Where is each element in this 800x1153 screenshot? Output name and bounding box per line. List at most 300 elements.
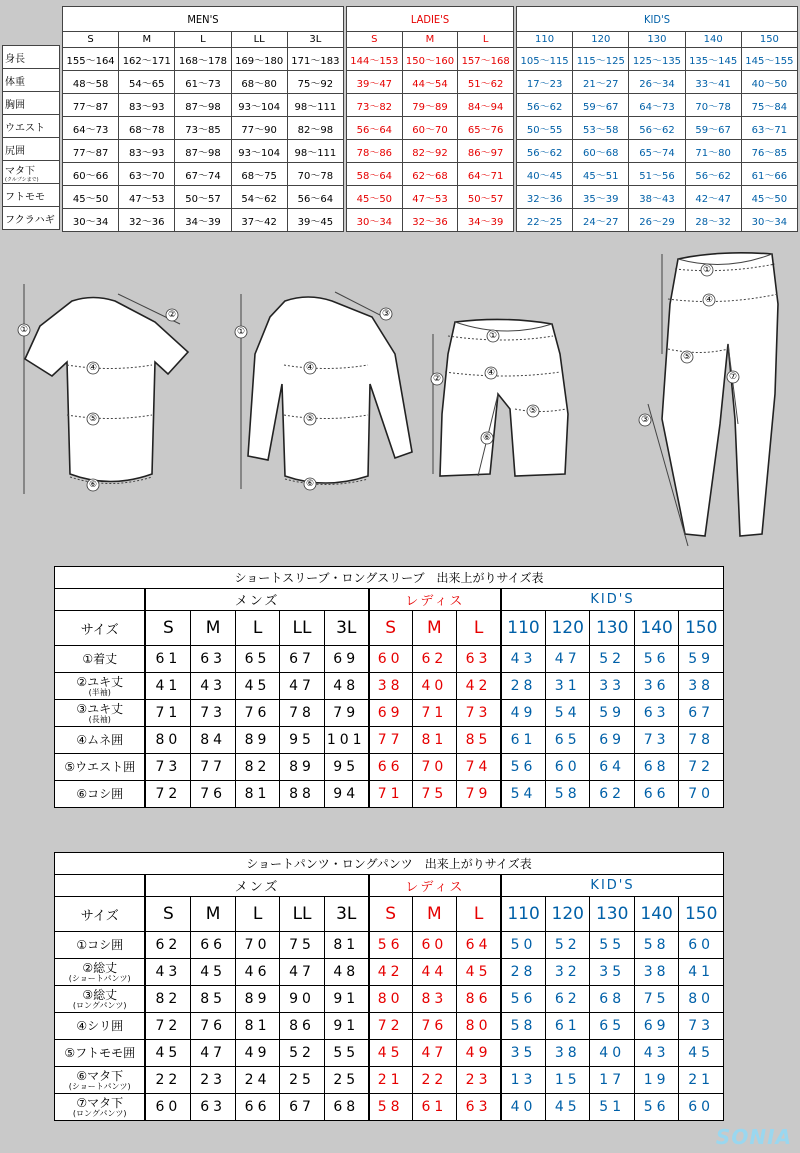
measure-row (55, 646, 724, 673)
measure-cell: 73 (457, 700, 501, 727)
measure-cell: 46 (235, 959, 279, 986)
mens-cell: 73〜85 (175, 117, 231, 140)
ladies-cell: 150〜160 (402, 48, 458, 71)
ladies-cell: 32〜36 (402, 209, 458, 232)
top-row-label-main: ウエスト (5, 122, 45, 134)
ladies-size-header: S (347, 32, 403, 48)
top-label-row (3, 207, 60, 230)
body-size-table (2, 6, 798, 234)
table-title: ショートスリーブ・ロングスリーブ 出来上がりサイズ表 (55, 567, 724, 589)
measure-cell: 61 (546, 1013, 590, 1040)
longsleeve-marker-4 (304, 362, 316, 374)
measure-cell: 61 (412, 1094, 456, 1121)
measure-label (55, 700, 146, 727)
top-row-label-main: マタ下 (5, 165, 35, 177)
ladies-data-row (347, 48, 514, 71)
kids-cell: 63〜71 (741, 117, 797, 140)
ladies-size-header: L (458, 32, 514, 48)
shortpants-marker-2 (431, 373, 443, 385)
mens-cell: 83〜93 (119, 140, 175, 163)
size-header: M (412, 611, 456, 646)
top-row-label (3, 92, 60, 115)
measure-label-main: ③総丈 (82, 987, 118, 1002)
longpants-marker-5 (681, 351, 693, 363)
svg-text:④: ④ (88, 363, 98, 373)
measure-cell: 64 (457, 932, 501, 959)
measure-label (55, 986, 146, 1013)
ladies-cell: 47〜53 (402, 186, 458, 209)
measure-label (55, 1067, 146, 1094)
kids-size-row (517, 32, 798, 48)
ladies-cell: 78〜86 (347, 140, 403, 163)
measure-cell: 56 (634, 646, 678, 673)
kids-data-row (517, 48, 798, 71)
measure-label (55, 673, 146, 700)
mens-size-header: L (175, 32, 231, 48)
measure-label-main: ⑥マタ下 (76, 1068, 124, 1083)
top-label-row (3, 138, 60, 161)
mens-data-row (63, 48, 344, 71)
top-label-row (3, 161, 60, 184)
measure-cell: 83 (412, 986, 456, 1013)
measure-row (55, 1040, 724, 1067)
measure-cell: 85 (191, 986, 235, 1013)
top-label-spacer (3, 6, 60, 30)
measure-cell: 60 (412, 932, 456, 959)
mens-cell: 48〜58 (63, 71, 119, 94)
size-header-row (55, 897, 724, 932)
measure-cell: 95 (280, 727, 324, 754)
measure-label-main: ⑥コシ囲 (76, 787, 124, 801)
measure-cell: 77 (369, 727, 412, 754)
svg-text:⑤: ⑤ (682, 352, 692, 362)
measure-cell: 78 (679, 727, 724, 754)
kids-cell: 51〜56 (629, 163, 685, 186)
kids-cell: 40〜45 (517, 163, 573, 186)
ladies-data-row (347, 140, 514, 163)
measure-cell: 38 (679, 673, 724, 700)
measure-cell: 82 (145, 986, 190, 1013)
group-mens: メンズ (145, 589, 368, 611)
mens-cell: 77〜90 (231, 117, 287, 140)
size-header: L (457, 897, 501, 932)
top-row-label (3, 161, 60, 184)
kids-cell: 56〜62 (517, 94, 573, 117)
garment-diagrams (0, 244, 800, 556)
measure-cell: 68 (634, 754, 678, 781)
measure-cell: 61 (145, 646, 190, 673)
size-header: 150 (679, 611, 724, 646)
mens-cell: 39〜45 (287, 209, 343, 232)
kids-data-row (517, 117, 798, 140)
measure-cell: 86 (457, 986, 501, 1013)
ladies-cell: 84〜94 (458, 94, 514, 117)
pants-finished-size-table (54, 852, 724, 1121)
top-row-label (3, 138, 60, 161)
measure-label-sub: (ロングパンツ) (72, 1000, 127, 1010)
mens-size-header: M (119, 32, 175, 48)
svg-text:④: ④ (486, 368, 496, 378)
measure-cell: 25 (324, 1067, 368, 1094)
measure-cell: 49 (457, 1040, 501, 1067)
measure-cell: 72 (679, 754, 724, 781)
kids-cell: 64〜73 (629, 94, 685, 117)
measure-cell: 51 (590, 1094, 634, 1121)
measure-cell: 61 (501, 727, 545, 754)
shortpants-marker-6 (481, 432, 493, 444)
measure-cell: 75 (280, 932, 324, 959)
shirt-marker-5 (87, 413, 99, 425)
longsleeve-marker-1 (235, 326, 247, 338)
measure-cell: 52 (280, 1040, 324, 1067)
measure-label-main: ④シリ囲 (76, 1019, 124, 1033)
table-title: ショートパンツ・ロングパンツ 出来上がりサイズ表 (55, 853, 724, 875)
measure-label-main: ②総丈 (82, 960, 118, 975)
ladies-data-row (347, 163, 514, 186)
ladies-cell: 64〜71 (458, 163, 514, 186)
measure-cell: 66 (235, 1094, 279, 1121)
kids-size-header: 150 (741, 32, 797, 48)
measure-cell: 43 (501, 646, 545, 673)
measure-cell: 41 (679, 959, 724, 986)
measure-cell: 44 (412, 959, 456, 986)
ladies-group-title: LADIE'S (347, 7, 514, 32)
measure-cell: 22 (412, 1067, 456, 1094)
measure-label (55, 959, 146, 986)
measure-cell: 58 (545, 781, 589, 808)
size-label: サイズ (55, 897, 146, 932)
measure-cell: 68 (590, 986, 634, 1013)
kids-cell: 76〜85 (741, 140, 797, 163)
measure-cell: 65 (545, 727, 589, 754)
size-header: 3L (324, 897, 368, 932)
measure-cell: 38 (546, 1040, 590, 1067)
measure-cell: 80 (369, 986, 412, 1013)
mens-cell: 68〜78 (119, 117, 175, 140)
measure-cell: 13 (501, 1067, 545, 1094)
mens-cell: 169〜180 (231, 48, 287, 71)
svg-text:④: ④ (704, 295, 714, 305)
mens-cell: 77〜87 (63, 140, 119, 163)
measure-cell: 50 (501, 932, 545, 959)
top-row-label-main: 体重 (5, 76, 25, 88)
size-header: 3L (324, 611, 368, 646)
ladies-cell: 56〜64 (347, 117, 403, 140)
size-header: 150 (679, 897, 724, 932)
mens-cell: 93〜104 (231, 140, 287, 163)
measure-label-main: ③ユキ丈 (76, 701, 124, 716)
measure-cell: 35 (590, 959, 634, 986)
top-row-label-main: フクラハギ (5, 214, 55, 226)
measure-row (55, 727, 724, 754)
kids-cell: 71〜80 (685, 140, 741, 163)
ladies-data-row (347, 117, 514, 140)
size-header-row (55, 611, 724, 646)
mens-data-row (63, 163, 344, 186)
mens-cell: 32〜36 (119, 209, 175, 232)
ladies-cell: 34〜39 (458, 209, 514, 232)
top-row-label-sub: (クルブシまで) (5, 176, 39, 183)
size-header: 130 (590, 611, 634, 646)
measure-cell: 60 (679, 932, 724, 959)
kids-size-header: 130 (629, 32, 685, 48)
mens-size-group (62, 6, 344, 232)
measure-cell: 45 (679, 1040, 724, 1067)
measure-row (55, 754, 724, 781)
measure-cell: 70 (235, 932, 279, 959)
top-row-label (3, 69, 60, 92)
long-sleeve-shirt-drawing (235, 292, 412, 490)
ladies-cell: 144〜153 (347, 48, 403, 71)
measure-row (55, 781, 724, 808)
measure-cell: 72 (369, 1013, 412, 1040)
measure-cell: 38 (634, 959, 678, 986)
ladies-cell: 51〜62 (458, 71, 514, 94)
size-header: S (145, 611, 190, 646)
measure-label-main: ⑦マタ下 (76, 1095, 124, 1110)
measure-cell: 73 (634, 727, 678, 754)
size-header: S (369, 897, 412, 932)
kids-data-row (517, 209, 798, 232)
measure-cell: 70 (412, 754, 456, 781)
mens-data-row (63, 117, 344, 140)
measure-cell: 48 (324, 673, 368, 700)
measure-cell: 31 (545, 673, 589, 700)
measure-cell: 76 (191, 1013, 235, 1040)
mens-cell: 155〜164 (63, 48, 119, 71)
ladies-data-row (347, 186, 514, 209)
kids-cell: 115〜125 (573, 48, 629, 71)
measure-cell: 49 (235, 1040, 279, 1067)
measure-cell: 23 (457, 1067, 501, 1094)
measure-label (55, 1094, 146, 1121)
top-row-label (3, 184, 60, 207)
measure-cell: 63 (457, 646, 501, 673)
measure-cell: 24 (235, 1067, 279, 1094)
kids-cell: 56〜62 (685, 163, 741, 186)
group-header-row (55, 589, 724, 611)
measure-row (55, 673, 724, 700)
size-label: サイズ (55, 611, 146, 646)
measure-cell: 89 (280, 754, 324, 781)
measure-cell: 67 (280, 1094, 324, 1121)
ladies-cell: 58〜64 (347, 163, 403, 186)
measure-cell: 88 (280, 781, 324, 808)
measure-row (55, 1094, 724, 1121)
size-header: 140 (634, 611, 678, 646)
mens-cell: 68〜80 (231, 71, 287, 94)
top-label-row (3, 69, 60, 92)
kids-cell: 61〜66 (741, 163, 797, 186)
size-header: LL (280, 897, 324, 932)
measure-cell: 45 (145, 1040, 190, 1067)
kids-group-title: KID'S (517, 7, 798, 32)
mens-cell: 98〜111 (287, 94, 343, 117)
ladies-title-row (347, 7, 514, 32)
svg-text:①: ① (488, 331, 498, 341)
ladies-cell: 62〜68 (402, 163, 458, 186)
longsleeve-marker-5 (304, 413, 316, 425)
mens-cell: 54〜62 (231, 186, 287, 209)
group-header-row (55, 875, 724, 897)
measure-cell: 56 (369, 932, 412, 959)
ladies-data-row (347, 209, 514, 232)
measure-cell: 42 (369, 959, 412, 986)
measure-cell: 86 (280, 1013, 324, 1040)
measure-cell: 55 (590, 932, 634, 959)
measure-cell: 56 (634, 1094, 678, 1121)
kids-cell: 40〜50 (741, 71, 797, 94)
size-header: L (457, 611, 501, 646)
ladies-cell: 39〜47 (347, 71, 403, 94)
measure-cell: 65 (235, 646, 279, 673)
measure-cell: 89 (235, 986, 279, 1013)
measure-cell: 60 (545, 754, 589, 781)
ladies-size-group (346, 6, 514, 232)
measure-cell: 76 (412, 1013, 456, 1040)
kids-cell: 56〜62 (517, 140, 573, 163)
mens-cell: 98〜111 (287, 140, 343, 163)
measure-label-main: ④ムネ囲 (76, 733, 124, 747)
mens-cell: 162〜171 (119, 48, 175, 71)
measure-cell: 41 (145, 673, 190, 700)
size-header: S (369, 611, 412, 646)
mens-data-row (63, 209, 344, 232)
mens-cell: 63〜70 (119, 163, 175, 186)
measure-cell: 74 (457, 754, 501, 781)
measure-cell: 94 (324, 781, 368, 808)
measure-cell: 23 (191, 1067, 235, 1094)
measure-cell: 84 (191, 727, 235, 754)
measure-cell: 81 (235, 781, 279, 808)
size-header: 120 (545, 611, 589, 646)
shirt-finished-size-table (54, 566, 724, 808)
mens-cell: 45〜50 (63, 186, 119, 209)
measure-cell: 80 (457, 1013, 501, 1040)
measure-label (55, 1040, 146, 1067)
mens-cell: 77〜87 (63, 94, 119, 117)
kids-cell: 45〜50 (741, 186, 797, 209)
measure-cell: 101 (324, 727, 368, 754)
svg-text:⑥: ⑥ (305, 479, 315, 489)
shortpants-marker-4 (485, 367, 497, 379)
longpants-marker-1 (701, 264, 713, 276)
measure-cell: 17 (590, 1067, 634, 1094)
measure-cell: 63 (634, 700, 678, 727)
shirt-marker-2 (166, 309, 178, 321)
svg-text:⑤: ⑤ (528, 406, 538, 416)
size-header: S (145, 897, 190, 932)
ladies-cell: 50〜57 (458, 186, 514, 209)
measure-cell: 95 (324, 754, 368, 781)
measure-cell: 55 (324, 1040, 368, 1067)
measure-cell: 69 (634, 1013, 678, 1040)
ladies-cell: 79〜89 (402, 94, 458, 117)
kids-cell: 28〜32 (685, 209, 741, 232)
measure-cell: 58 (634, 932, 678, 959)
measure-row (55, 1013, 724, 1040)
shortpants-marker-1 (487, 330, 499, 342)
group-ladies: レディス (369, 589, 501, 611)
measure-row (55, 1067, 724, 1094)
size-header: 140 (634, 897, 678, 932)
measure-cell: 67 (280, 646, 324, 673)
mens-data-row (63, 94, 344, 117)
mens-cell: 60〜66 (63, 163, 119, 186)
measure-label (55, 932, 146, 959)
short-pants-drawing (431, 319, 568, 476)
top-label-row (3, 46, 60, 69)
kids-cell: 38〜43 (629, 186, 685, 209)
measure-cell: 49 (501, 700, 545, 727)
measure-cell: 48 (324, 959, 368, 986)
kids-size-header: 120 (573, 32, 629, 48)
measure-cell: 72 (145, 1013, 190, 1040)
measure-cell: 40 (501, 1094, 545, 1121)
measure-cell: 71 (369, 781, 412, 808)
top-label-header-row (3, 6, 60, 30)
size-header: L (235, 897, 279, 932)
mens-cell: 168〜178 (175, 48, 231, 71)
kids-cell: 22〜25 (517, 209, 573, 232)
measure-cell: 85 (457, 727, 501, 754)
mens-cell: 61〜73 (175, 71, 231, 94)
measure-cell: 45 (457, 959, 501, 986)
measure-cell: 58 (369, 1094, 412, 1121)
top-row-label-main: 胸囲 (5, 99, 25, 111)
kids-cell: 17〜23 (517, 71, 573, 94)
mens-cell: 47〜53 (119, 186, 175, 209)
kids-cell: 145〜155 (741, 48, 797, 71)
shortpants-marker-5 (527, 405, 539, 417)
measure-cell: 59 (590, 700, 634, 727)
measure-cell: 43 (634, 1040, 678, 1067)
top-row-label-main: 尻囲 (5, 145, 25, 157)
mens-title-row (63, 7, 344, 32)
measure-label-sub: (ショートパンツ) (68, 973, 131, 983)
measure-cell: 65 (590, 1013, 634, 1040)
ladies-cell: 65〜76 (458, 117, 514, 140)
size-header: L (235, 611, 279, 646)
measure-cell: 54 (545, 700, 589, 727)
kids-cell: 105〜115 (517, 48, 573, 71)
measure-cell: 47 (545, 646, 589, 673)
size-header: 120 (546, 897, 590, 932)
measure-cell: 73 (679, 1013, 724, 1040)
top-label-row (3, 115, 60, 138)
measure-cell: 58 (501, 1013, 545, 1040)
measure-cell: 60 (679, 1094, 724, 1121)
measure-cell: 80 (145, 727, 190, 754)
kids-cell: 26〜29 (629, 209, 685, 232)
measure-cell: 66 (369, 754, 412, 781)
measure-cell: 35 (501, 1040, 545, 1067)
top-label-row (3, 92, 60, 115)
kids-data-row (517, 94, 798, 117)
measure-label (55, 1013, 146, 1040)
mens-cell: 56〜64 (287, 186, 343, 209)
kids-cell: 50〜55 (517, 117, 573, 140)
top-label-header-row2 (3, 30, 60, 46)
kids-cell: 35〜39 (573, 186, 629, 209)
measure-cell: 76 (235, 700, 279, 727)
measure-cell: 28 (501, 959, 545, 986)
mens-cell: 75〜92 (287, 71, 343, 94)
measure-cell: 82 (235, 754, 279, 781)
mens-cell: 93〜104 (231, 94, 287, 117)
top-row-label-main: 身長 (5, 53, 25, 65)
measure-cell: 25 (280, 1067, 324, 1094)
